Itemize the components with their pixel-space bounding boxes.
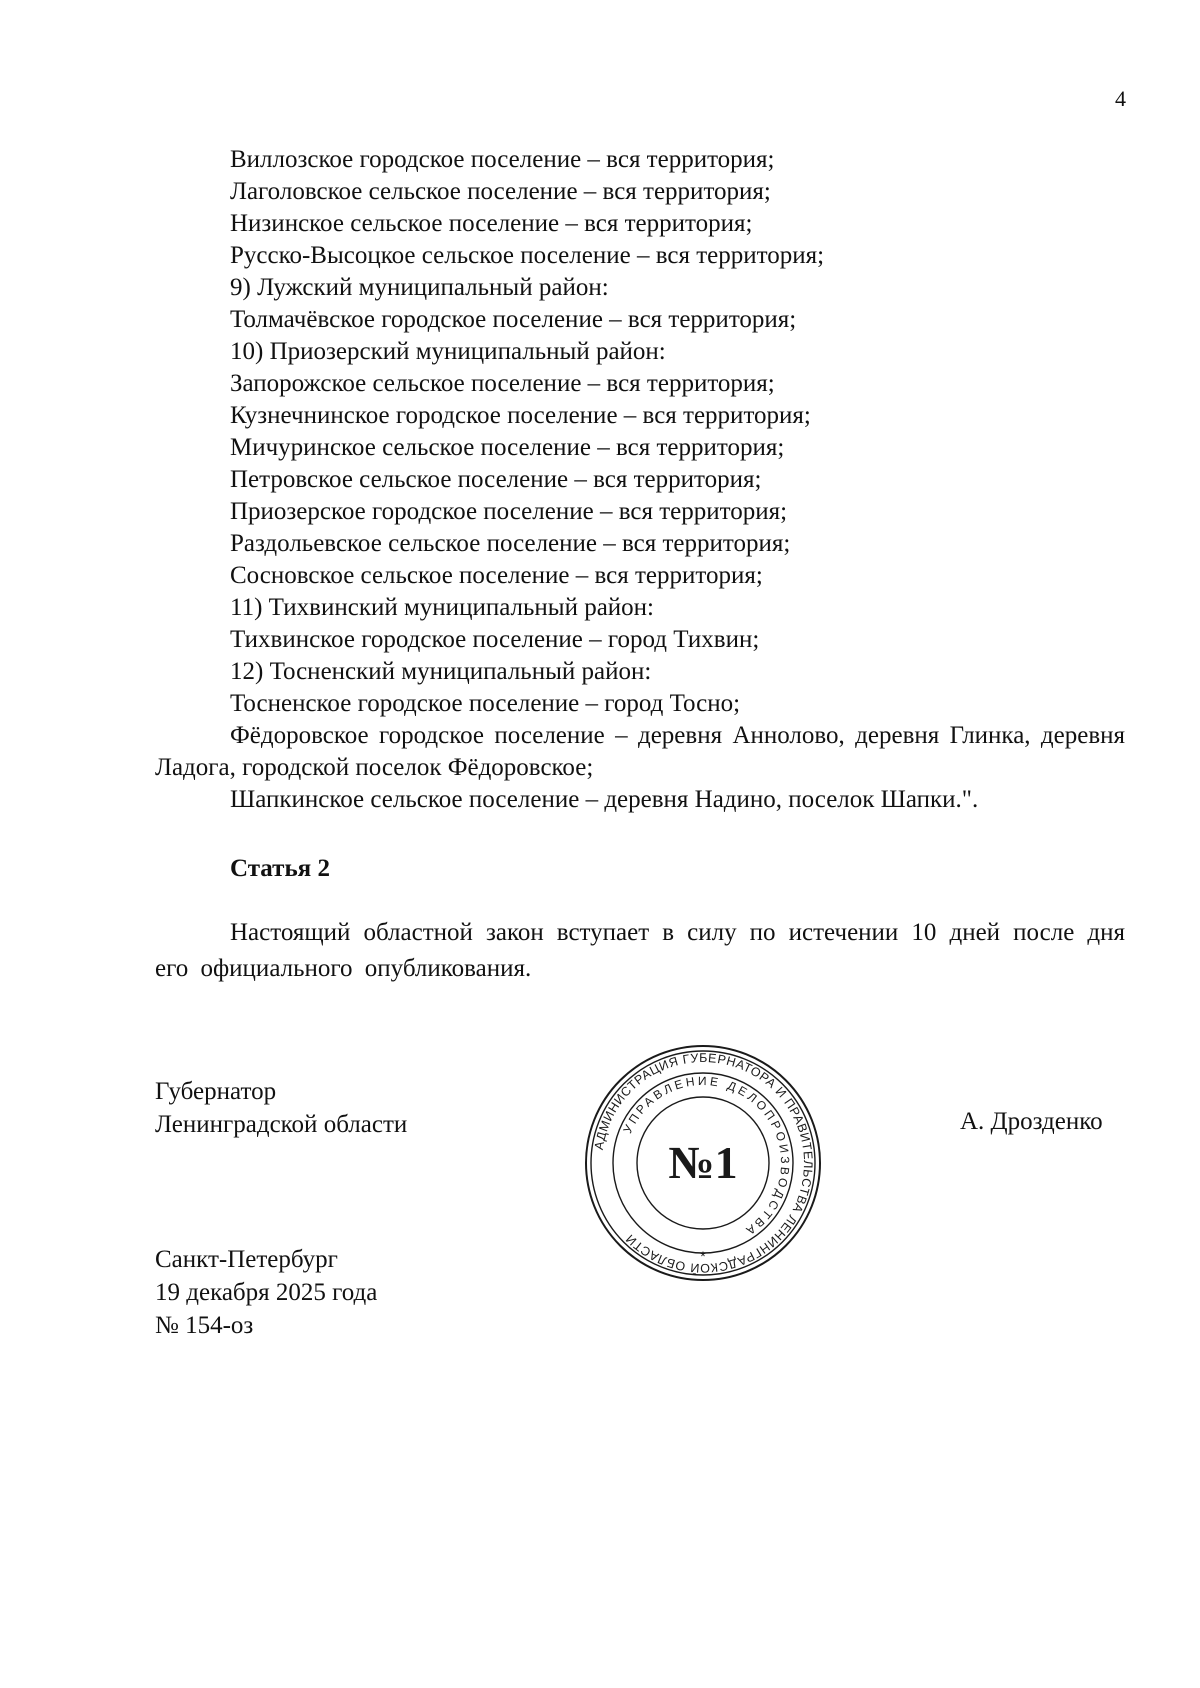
district-heading: 12) Тосненский муниципальный район: xyxy=(230,658,652,685)
list-item: Петровское сельское поселение – вся территория; xyxy=(230,466,762,493)
list-item: Сосновское сельское поселение – вся территория; xyxy=(230,562,763,589)
article-text: Настоящий областной закон вступает в силу по истечении 10 дней после дня его официального опубликования. xyxy=(155,919,1125,982)
list-item: Тосненское городское поселение – город Тосно; xyxy=(230,690,741,717)
list-item: Толмачёвское городское поселение – вся территория; xyxy=(230,306,797,333)
official-seal-stamp xyxy=(583,1043,823,1283)
list-item: Запорожское сельское поселение – вся территория; xyxy=(230,370,775,397)
seal-number: №1 xyxy=(668,1137,738,1188)
place-of-signing: Санкт-Петербург xyxy=(155,1246,338,1273)
list-item: Раздольевское сельское поселение – вся территория; xyxy=(230,530,791,557)
document-footer xyxy=(155,1243,377,1342)
list-item: Низинское сельское поселение – вся территория; xyxy=(230,210,753,237)
law-number: № 154-оз xyxy=(155,1312,254,1339)
list-item: Лаголовское сельское поселение – вся территория; xyxy=(230,178,771,205)
signer-title-line: Ленинградской области xyxy=(155,1111,408,1138)
territory-list xyxy=(155,144,1125,816)
article-title: Статья 2 xyxy=(230,855,330,882)
signing-date: 19 декабря 2025 года xyxy=(155,1279,378,1306)
seal-ring-text: АДМИНИСТРАЦИЯ ГУБЕРНАТОРА И ПРАВИТЕЛЬСТВА ЛЕНИНГРАДСКОЙ ОБЛАСТИ xyxy=(591,1050,816,1276)
list-item: Тихвинское городское поселение – город Тихвин; xyxy=(230,626,760,653)
page-number: 4 xyxy=(1115,86,1126,111)
district-heading: 10) Приозерский муниципальный район: xyxy=(230,338,666,365)
signer-title xyxy=(155,1075,407,1141)
list-item: Кузнечнинское городское поселение – вся территория; xyxy=(230,402,811,429)
list-item: Фёдоровское городское поселение – деревня Аннолово, деревня Глинка, деревня Ладога, городской поселок Фёдоровское; xyxy=(155,722,1125,781)
list-item: Приозерское городское поселение – вся территория; xyxy=(230,498,788,525)
district-heading: 11) Тихвинский муниципальный район: xyxy=(230,594,654,621)
list-item: Мичуринское сельское поселение – вся территория; xyxy=(230,434,785,461)
seal-inner-text: УПРАВЛЕНИЕ ДЕЛОПРОИЗВОДСТВА xyxy=(620,1073,793,1240)
district-heading: 9) Лужский муниципальный район: xyxy=(230,274,609,301)
list-item: Русско-Высоцкое сельское поселение – вся территория; xyxy=(230,242,825,269)
list-item: Шапкинское сельское поселение – деревня Надино, поселок Шапки.". xyxy=(230,786,979,813)
list-item: Виллозское городское поселение – вся территория; xyxy=(230,146,775,173)
signer-title-line: Губернатор xyxy=(155,1078,277,1105)
signer-name: А. Дрозденко xyxy=(960,1108,1103,1135)
seal-star: * xyxy=(700,1248,706,1264)
